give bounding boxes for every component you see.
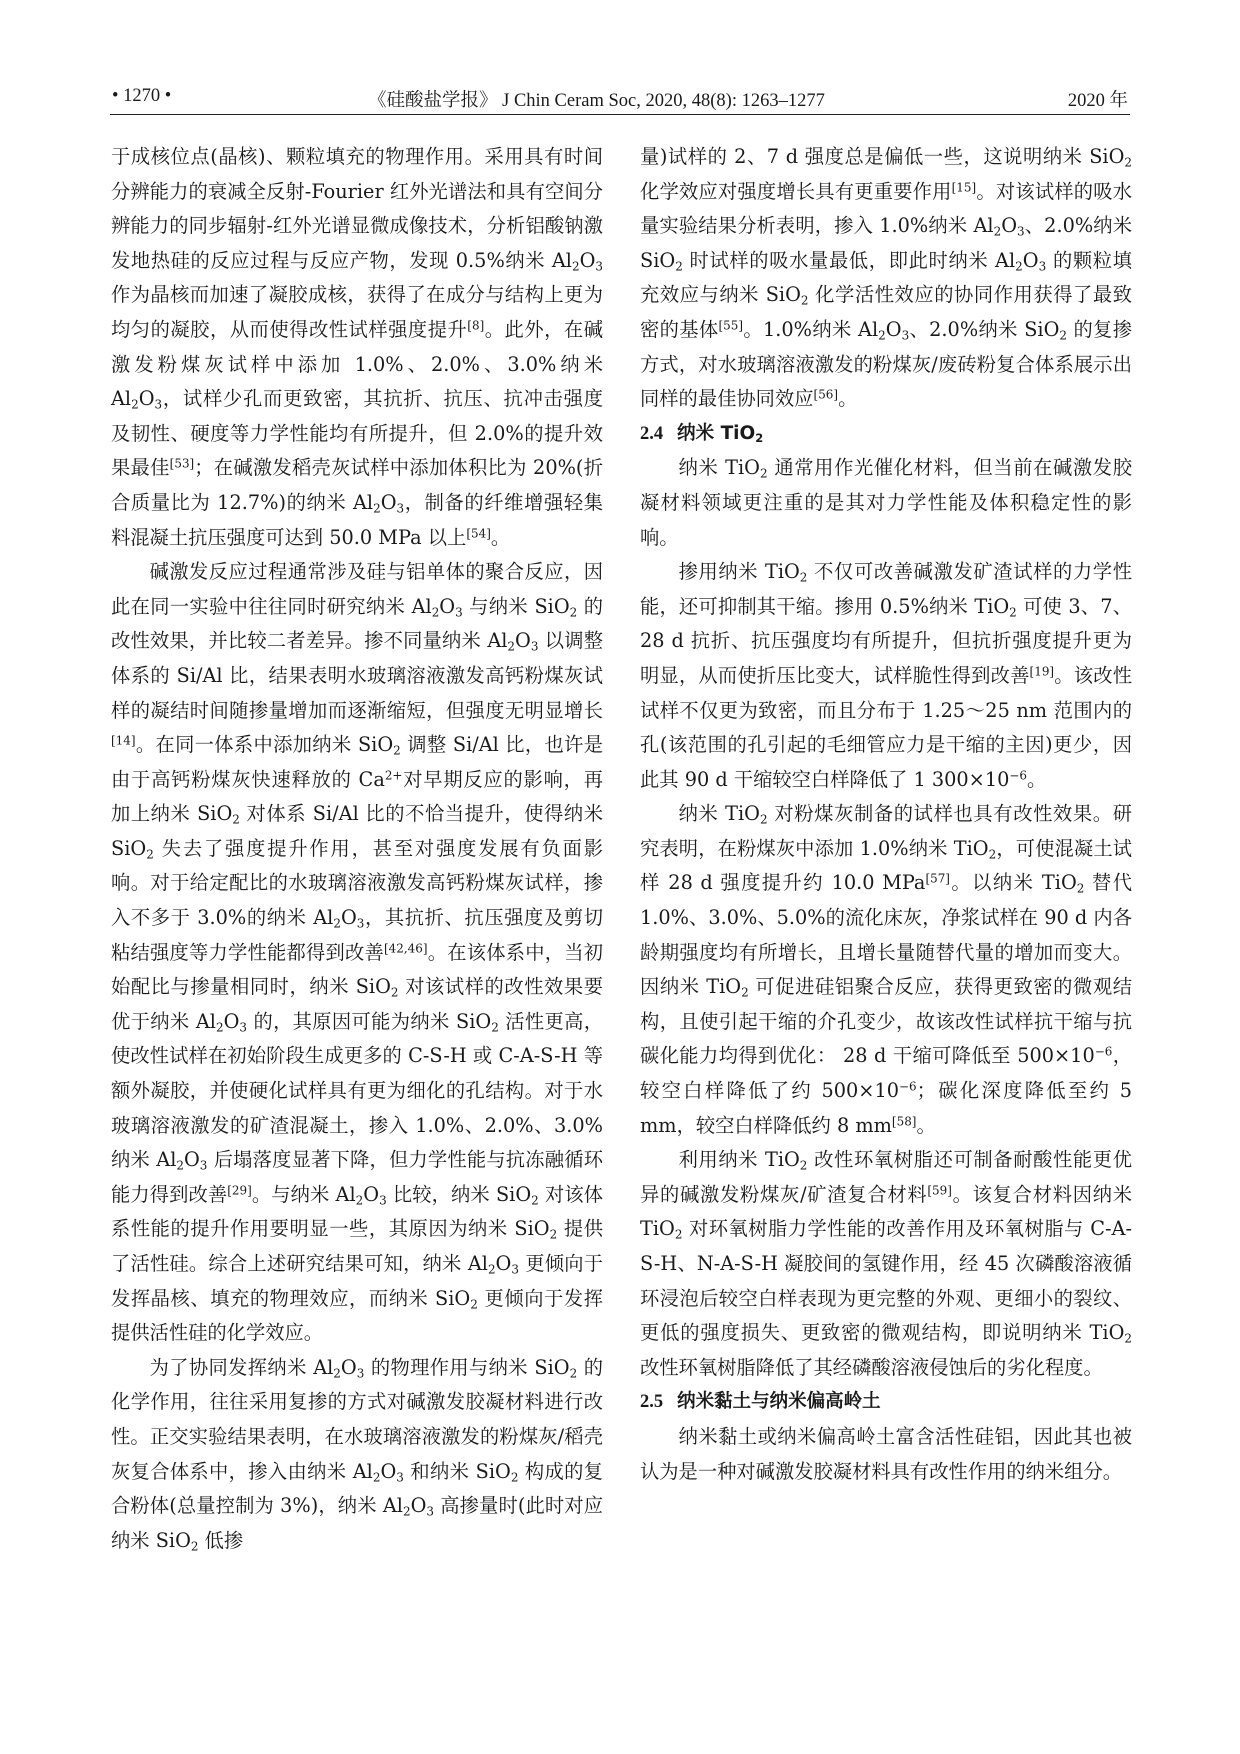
citation: [59]	[927, 1183, 952, 1198]
right-column	[640, 140, 1132, 1489]
citation: [8]	[467, 318, 485, 333]
header-rule	[110, 114, 1130, 115]
citation: [54]	[466, 525, 491, 540]
citation: [55]	[718, 318, 744, 333]
section-heading-2-4: 2.4 纳米 TiO$_2$	[640, 422, 764, 445]
citation: [42,46]	[383, 941, 428, 956]
paragraph: 量)试样的 2、7 d 强度总是偏低一些，这说明纳米 SiO$_2$ 化学效应对强度增长具有更重要作用[15]。对该试样的吸水量实验结果分析表明，掺入 1.0%纳米 $Al_2O_3$、2.0%纳米 SiO$_2$ 时试样的吸水量最低，即此时纳米 $Al_2O_3$ 的颗粒填充效应与纳米 SiO$_2$ 化学活性效应的协同作用获得了最致密的基体[55]。1.0%纳米 $Al_2O_3$、2.0%纳米 SiO$_2$ 的复掺方式，对水玻璃溶液激发的粉煤灰/废砖粉复合体系展示出同样的最佳协同效应[56]。	[640, 145, 1133, 411]
citation: [15]	[951, 180, 977, 195]
paragraph: 碱激发反应过程通常涉及硅与铝单体的聚合反应，因此在同一实验中往往同时研究纳米 $Al_2O_3$ 与纳米 SiO$_2$ 的改性效果，并比较二者差异。掺不同量纳米 $Al_2O_3$ 以调整体系的 Si/Al 比，结果表明水玻璃溶液激发高钙粉煤灰试样的凝结时间随掺量增加而逐渐缩短，但强度无明显增长[14]。在同一体系中添加纳米 SiO$_2$ 调整 Si/Al 比，也许是由于高钙粉煤灰快速释放的 $Ca^{2+}$对早期反应的影响，再加上纳米 SiO$_2$ 对体系 Si/Al 比的不恰当提升，使得纳米 SiO$_2$ 失去了强度提升作用，甚至对强度发展有负面影响。对于给定配比的水玻璃溶液激发高钙粉煤灰试样，掺入不多于 3.0%的纳米 $Al_2O_3$，其抗折、抗压强度及剪切粘结强度等力学性能都得到改善[42,46]。在该体系中，当初始配比与掺量相同时，纳米 SiO$_2$ 对该试样的改性效果要优于纳米 $Al_2O_3$ 的，其原因可能为纳米 SiO$_2$ 活性更高，使改性试样在初始阶段生成更多的 C-S-H 或 C-A-S-H 等额外凝胶，并使硬化试样具有更为细化的孔结构。对于水玻璃溶液激发的矿渣混凝土，掺入 1.0%、2.0%、3.0%纳米 $Al_2O_3$ 后塌落度显著下降，但力学性能与抗冻融循环能力得到改善[29]。与纳米 $Al_2O_3$ 比较，纳米 SiO$_2$ 对该体系性能的提升作用要明显一些，其原因为纳米 SiO$_2$ 提供了活性硅。综合上述研究结果可知，纳米 $Al_2O_3$ 更倾向于发挥晶核、填充的物理效应，而纳米 SiO$_2$ 更倾向于发挥提供活性硅的化学效应。	[111, 560, 604, 1345]
paragraph: 为了协同发挥纳米 $Al_2O_3$ 的物理作用与纳米 SiO$_2$ 的化学作用，往往采用复掺的方式对碱激发胶凝材料进行改性。正交实验结果表明，在水玻璃溶液激发的粉煤灰/稻壳灰复合体系中，掺入由纳米 $Al_2O_3$ 和纳米 SiO$_2$ 构成的复合粉体(总量控制为 3%)，纳米 $Al_2O_3$ 高掺量时(此时对应纳米 SiO$_2$ 低掺	[111, 1355, 604, 1554]
paragraph: 纳米 TiO$_2$ 对粉煤灰制备的试样也具有改性效果。研究表明，在粉煤灰中添加 1.0%纳米 TiO$_2$，可使混凝土试样 28 d 强度提升约 10.0 MPa[57]。以纳米 TiO$_2$ 替代 1.0%、3.0%、5.0%的流化床灰，净浆试样在 90 d 内各龄期强度均有所增长，且增长量随替代量的增加而变大。因纳米 TiO$_2$ 可促进硅铝聚合反应，获得更致密的微观结构，且使引起干缩的介孔变少，故该改性试样抗干缩与抗碳化能力均得到优化： 28 d 干缩可降低至 $500\times 10^{-6}$，较空白样降低了约 $500\times 10^{-6}$；碳化深度降低至约 5 mm，较空白样降低约 8 mm[58]。	[640, 802, 1133, 1137]
citation: [58]	[891, 1114, 917, 1129]
paragraph: 纳米黏土或纳米偏高岭土富含活性硅铝，因此其也被认为是一种对碱激发胶凝材料具有改性作用的纳米组分。	[640, 1424, 1132, 1483]
paragraph: 于成核位点(晶核)、颗粒填充的物理作用。采用具有时间分辨能力的衰减全反射-Fourier 红外光谱法和具有空间分辨能力的同步辐射-红外光谱显微成像技术，分析铝酸钠激发地热硅的反应过程与反应产物，发现 0.5%纳米 $Al_2O_3$ 作为晶核而加速了凝胶成核，获得了在成分与结构上更为均匀的凝胶，从而使得改性试样强度提升[8]。此外，在碱激发粉煤灰试样中添加 1.0%、2.0%、3.0%纳米 $Al_2O_3$，试样少孔而更致密，其抗折、抗压、抗冲击强度及韧性、硬度等力学性能均有所提升，但 2.0%的提升效果最佳[53]；在碱激发稻壳灰试样中添加体积比为 20%(折合质量比为 12.7%)的纳米 $Al_2O_3$，制备的纤维增强轻集料混凝土抗压强度可达到 50.0 MPa 以上[54]。	[111, 145, 604, 549]
section-heading-2-5: 2.5 纳米黏土与纳米偏高岭土	[640, 1391, 881, 1413]
journal-citation: 《硅酸盐学报》 J Chin Ceram Soc, 2020, 48(8): 1263–1277	[368, 91, 825, 111]
citation: [19]	[1029, 664, 1055, 679]
running-header	[110, 86, 1130, 112]
citation: [53]	[169, 456, 195, 471]
paragraph: 纳米 TiO$_2$ 通常用作光催化材料，但当前在碱激发胶凝材料领域更注重的是其对力学性能及体积稳定性的影响。	[640, 456, 1132, 549]
citation: [29]	[227, 1183, 252, 1198]
citation: [57]	[925, 871, 950, 886]
citation: [14]	[111, 733, 136, 748]
page-number: • 1270 •	[112, 86, 172, 106]
paragraph: 掺用纳米 TiO$_2$ 不仅可改善碱激发矿渣试样的力学性能，还可抑制其干缩。掺用 0.5%纳米 TiO$_2$ 可使 3、7、28 d 抗折、抗压强度均有所提升，但抗折强度提升更为明显，从而使折压比变大，试样脆性得到改善[19]。该改性试样不仅更为致密，而且分布于 1.25～25 nm 范围内的孔(该范围的孔引起的毛细管应力是干缩的主因)更少，因此其 90 d 干缩较空白样降低了 1 $300\times 10^{-6}$。	[640, 560, 1133, 791]
citation: [56]	[813, 387, 839, 402]
paragraph: 利用纳米 TiO$_2$ 改性环氧树脂还可制备耐酸性能更优异的碱激发粉煤灰/矿渣复合材料[59]。该复合材料因纳米 TiO$_2$ 对环氧树脂力学性能的改善作用及环氧树脂与 C-A-S-H、N-A-S-H 凝胶间的氢键作用，经 45 次磷酸溶液循环浸泡后较空白样表现为更完整的外观、更细小的裂纹、更低的强度损失、更致密的微观结构，即说明纳米 TiO$_2$ 改性环氧树脂降低了其经磷酸溶液侵蚀后的劣化程度。	[640, 1148, 1133, 1379]
year-label: 2020 年	[1067, 91, 1128, 111]
left-column	[111, 140, 603, 1558]
